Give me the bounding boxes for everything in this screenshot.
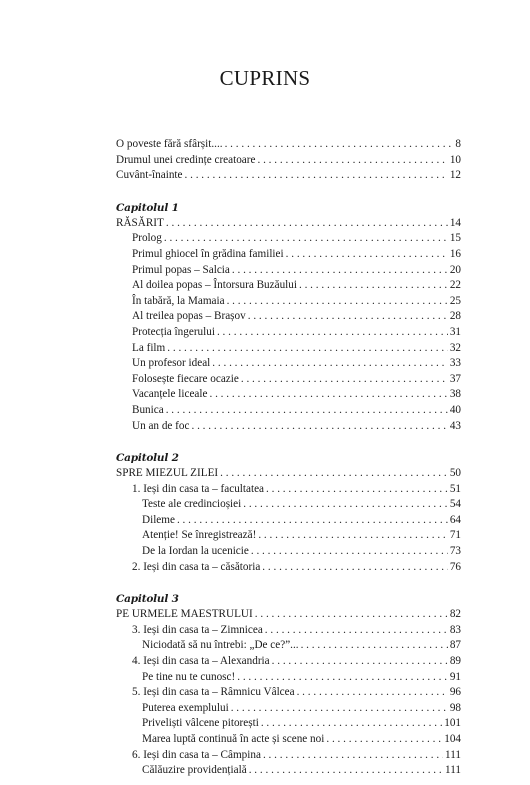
toc-entry-title: Folosește fiecare ocazie [132,372,239,385]
toc-entry [116,748,461,764]
dot-leader [185,168,448,184]
toc-entry-page: 14 [449,216,461,229]
toc-entry-page: 10 [449,153,461,166]
toc-entry-page: 83 [449,623,461,636]
toc-entry [116,387,461,403]
toc-entry-page: 54 [449,498,461,511]
dot-leader [257,153,447,169]
toc-entry [116,763,461,779]
toc-entry [116,309,461,325]
toc-entry-page: 98 [449,701,461,714]
dot-leader [265,623,448,639]
dot-leader [299,278,448,294]
toc-entry-title: Călăuzire providențială [142,764,247,777]
toc-entry-page: 91 [449,670,461,683]
toc-entry-page: 71 [449,529,461,542]
toc-entry [116,356,461,372]
toc-entry-title: 6. Ieși din casa ta – Câmpina [132,748,261,761]
toc-entry [116,403,461,419]
toc-entry [116,654,461,670]
toc-entry-page: 15 [449,232,461,245]
toc-entry-title: Teste ale credincioșiei [142,498,242,511]
toc-entry-title: Dileme [142,513,175,526]
dot-leader [248,309,448,325]
toc-entry-title: De la Iordan la ucenicie [142,545,249,558]
dot-leader [249,763,443,779]
dot-leader [297,685,448,701]
chapter-label: Capitolul 1 [116,201,179,214]
toc-entry-page: 32 [449,341,461,354]
toc-entry [116,216,461,232]
toc-entry-title: Niciodată să nu întrebi: „De ce?”... [142,639,299,652]
toc-entry-title: 4. Ieși din casa ta – Alexandria [132,655,270,668]
toc-entry-title: O poveste fără sfârșit.... [116,138,223,150]
toc-entry [116,482,461,498]
toc-entry-title: Protecția îngerului [132,325,215,338]
toc-entry-page: 111 [445,764,461,777]
dot-leader [237,670,448,686]
dot-leader [166,403,448,419]
dot-leader [258,528,448,544]
toc-entry [116,325,461,341]
chapter-label: Capitolul 3 [116,593,179,606]
toc-entry-page: 51 [449,482,461,495]
dot-leader [227,294,448,310]
dot-leader [241,372,448,388]
dot-leader [243,497,448,513]
toc-entry [116,701,461,717]
toc-entry-title: Primul popas – Salcia [132,263,230,276]
toc-entry-page: 89 [449,655,461,668]
toc-entry [116,716,461,732]
toc-entry [116,513,461,529]
dot-leader [251,544,448,560]
toc-entry-page: 22 [449,279,461,292]
toc-entry-title: SPRE MIEZUL ZILEI [116,467,219,480]
toc-entry-page: 33 [449,357,461,370]
toc-entry [116,168,461,184]
toc-entry-page: 38 [449,388,461,401]
toc-entry [116,247,461,263]
toc-entry-page: 50 [449,467,461,480]
dot-leader [177,513,448,529]
toc-entry-page: 25 [449,294,461,307]
toc-entry-page: 101 [444,717,461,730]
toc-entry-title: RĂSĂRIT [116,216,164,229]
toc-entry [116,544,461,560]
toc-entry [116,623,461,639]
toc-entry-page: 8 [455,138,461,150]
toc-entry [116,419,461,435]
toc-entry-title: 1. Ieși din casa ta – facultatea [132,482,265,495]
dot-leader [272,654,448,670]
dot-leader [225,137,454,153]
toc-entry-page: 73 [449,545,461,558]
dot-leader [263,748,443,764]
toc-entry-page: 16 [449,247,461,260]
toc-entry-title: Cuvânt-înainte [116,169,183,182]
toc-entry [116,607,461,623]
toc-entry [116,341,461,357]
toc-entry-title: Atenție! Se înregistrează! [142,529,257,542]
toc-entry-title: Primul ghiocel în grădina familiei [132,247,284,260]
toc-entry-title: Vacanțele liceale [132,388,208,401]
toc-entry-title: Al treilea popas – Brașov [132,310,246,323]
toc-entry-page: 43 [449,419,461,432]
toc-entry-page: 40 [449,403,461,416]
dot-leader [209,387,447,403]
toc-entry-title: Drumul unei credințe creatoare [116,153,256,166]
toc-entry [116,732,461,748]
dot-leader [266,482,448,498]
toc-entry-title: Un profesor ideal [132,357,211,370]
dot-leader [164,231,448,247]
toc-entry [116,670,461,686]
toc-entry-title: La film [132,341,166,354]
toc-entry [116,372,461,388]
toc-entry [116,638,461,654]
dot-leader [166,216,448,232]
toc-entry-title: Un an de foc [132,419,190,432]
dot-leader [220,466,448,482]
toc-entry-page: 82 [449,608,461,621]
table-of-contents [116,137,461,779]
toc-entry-title: PE URMELE MAESTRULUI [116,608,253,621]
toc-entry-page: 87 [449,639,461,652]
chapter-label: Capitolul 2 [116,452,179,465]
toc-entry-title: În tabără, la Mamaia [132,294,225,307]
toc-entry-title: 5. Ieși din casa ta – Râmnicu Vâlcea [132,686,295,699]
toc-entry [116,560,461,576]
toc-entry [116,685,461,701]
toc-entry [116,263,461,279]
toc-entry-title: Prolog [132,232,162,245]
toc-entry-page: 64 [449,513,461,526]
toc-entry-title: Pe tine nu te cunosc! [142,670,236,683]
dot-leader [231,701,448,717]
toc-entry-title: 2. Ieși din casa ta – căsătoria [132,560,261,573]
dot-leader [301,638,448,654]
dot-leader [255,607,448,623]
toc-entry-title: Al doilea popas – Întorsura Buzăului [132,279,297,292]
page-title: CUPRINS [219,66,311,90]
toc-entry [116,528,461,544]
dot-leader [326,732,442,748]
dot-leader [286,247,448,263]
toc-entry [116,231,461,247]
toc-entry-page: 31 [449,325,461,338]
toc-entry-page: 28 [449,310,461,323]
dot-leader [212,356,448,372]
toc-entry [116,497,461,513]
toc-entry-title: Puterea exemplului [142,701,229,714]
toc-entry-page: 104 [444,733,461,745]
dot-leader [262,560,448,576]
toc-entry-page: 20 [449,263,461,276]
toc-entry [116,137,461,153]
dot-leader [167,341,448,357]
toc-entry-title: Marea luptă continuă în acte și scene noi [142,733,325,745]
dot-leader [191,419,447,435]
toc-entry [116,278,461,294]
toc-entry-title: 3. Ieși din casa ta – Zimnicea [132,623,263,636]
toc-entry-page: 76 [449,560,461,573]
toc-entry-page: 111 [445,748,461,761]
toc-entry-page: 37 [449,372,461,385]
dot-leader [261,716,442,732]
toc-entry-title: Bunica [132,403,164,416]
toc-entry-title: Priveliști vâlcene pitorești [142,717,259,730]
toc-entry [116,466,461,482]
dot-leader [217,325,448,341]
toc-entry-page: 96 [449,686,461,699]
toc-entry [116,294,461,310]
toc-entry-page: 12 [449,169,461,182]
toc-entry [116,153,461,169]
dot-leader [232,263,448,279]
